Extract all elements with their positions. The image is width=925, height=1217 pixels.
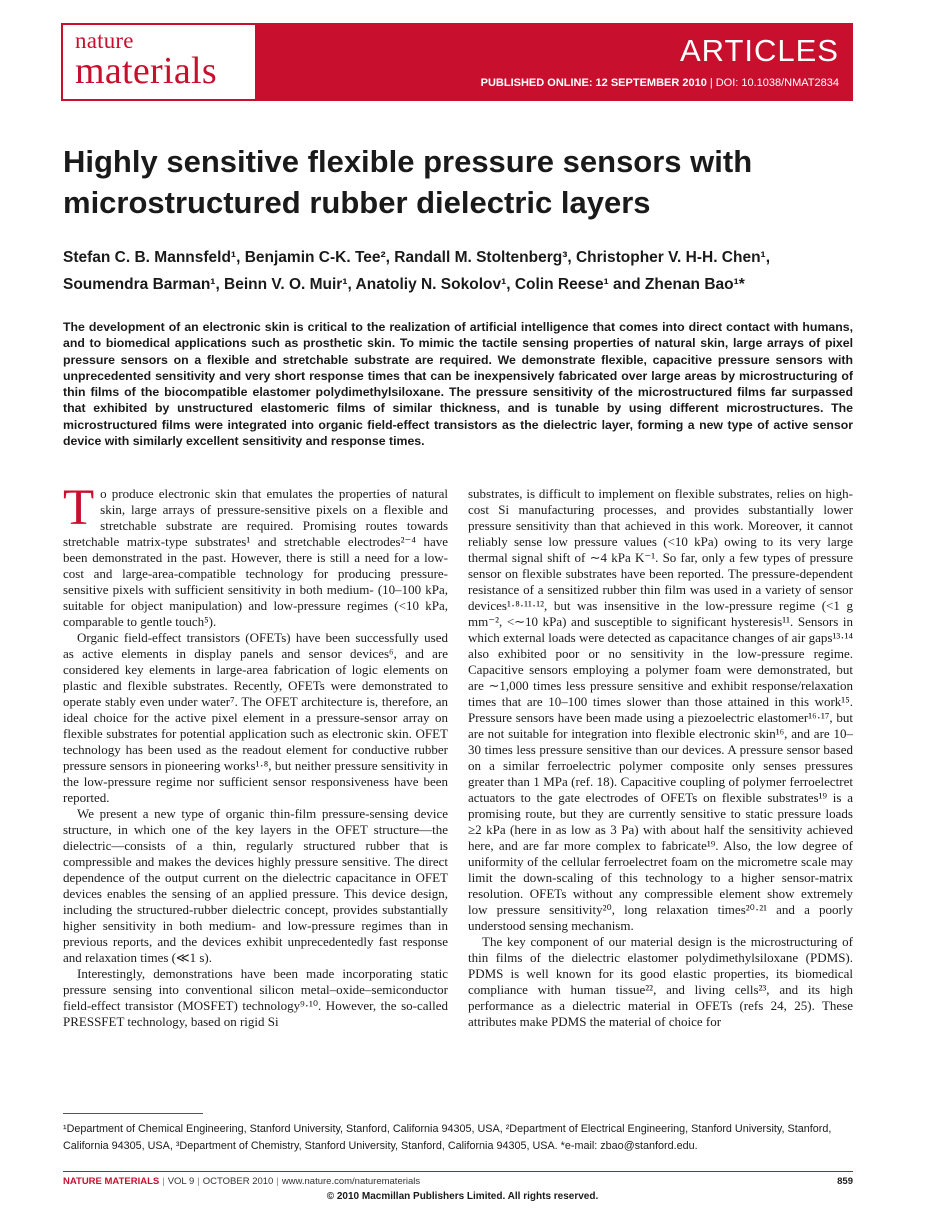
footer-separator: | [197,1176,200,1187]
journal-header-bar [61,23,853,101]
body-paragraph: Interestingly, demonstrations have been made incorporating static pressure sensing into conventional silicon metal–oxide–semiconductor field-effect transistor (MOSFET) technology⁹·¹⁰. However, the so-called PRESSFET technology, based on rigid Si [63,966,448,1029]
footer-volume: VOL 9 [167,1176,195,1187]
footer-journal: NATURE MATERIALS [63,1176,160,1187]
body-paragraph: substrates, is difficult to implement on flexible substrates, relies on high-cost Si manufacturing processes, and provides substantially lower pressure sensitivity than that achieved in this work. Moreover, it cannot reliably sense low pressure values (<10 kPa) owing to its very large thermal signal shift of ∼4 kPa K⁻¹. So far, only a few types of pressure sensor on flexible substrates have been reported. The pressure-dependent resistance of a sensitized rubber thin film was used in a variety of sensor devices¹·⁸·¹¹·¹², but was insensitive in the low-pressure regime (<1 g mm⁻², <∼10 kPa) and susceptible to significant hysteresis¹¹. Sensors in which external loads were detected as capacitance changes of air gaps¹³·¹⁴ also exhibited poor or no sensitivity in the low-pressure regime. Capacitive sensors employing a polymer foam were demonstrated, but are ∼1,000 times less pressure sensitive and exhibit response/relaxation times that are 10–100 times slower than those attained in this work¹⁵. Pressure sensors have been made using a piezoelectric elastomer¹⁶·¹⁷, but are not suitable for integration into flexible electronic skin¹⁶, and are 10–30 times less pressure sensitive than our devices. A pressure sensor based on a similar ferroelectric polymer composite only senses pressures greater than 1 MPa (ref. 18). Capacitive coupling of polymer ferroelectret actuators to the gate electrodes of OFETs on flexible substrates¹⁹ is a promising route, but they are currently sensitive to static pressure loads ≥2 kPa (here in as low as 3 Pa) with about half the sensitivity achieved here, and are far more complex to fabricate¹⁹. Also, the low degree of uniformity of the cellular ferroelectret foam on the micrometre scale may limit the down-scaling of this technology to a higher sensor-matrix resolution. OFETs without any compressible element show extremely low pressure sensitivity²⁰, long relaxation times²⁰·²¹ and a poorly understood sensing mechanism. [468,486,853,933]
doi-link[interactable]: DOI: 10.1038/NMAT2834 [715,77,839,89]
body-paragraph-text: o produce electronic skin that emulates the properties of natural skin, large arrays of pressure-sensitive pixels on a flexible and stretchable substrate are required. Promising routes towards stretchable matrix-type substrates¹ and stretchable electrodes²⁻⁴ have been demonstrated in the past. However, there is still a need for a low-cost and large-area-compatible technology for producing pressure-sensitive pixels with sufficient sensitivity in both medium- (10–100 kPa, suitable for object manipulation) and low-pressure regimes (<10 kPa, comparable to gentle touch⁵). [63,486,448,629]
author-line: Soumendra Barman¹, Beinn V. O. Muir¹, Anatoliy N. Sokolov¹, Colin Reese¹ and Zhenan Bao¹* [63,276,745,293]
section-label: ARTICLES [679,33,839,68]
copyright-notice: © 2010 Macmillan Publishers Limited. All rights reserved. [326,1191,599,1202]
body-column-left [63,486,448,1076]
footer-url-link[interactable]: www.nature.com/naturematerials [281,1176,421,1187]
logo-nature-text: nature [75,28,134,53]
footer-separator: | [276,1176,279,1187]
article-title: Highly sensitive flexible pressure sensors with microstructured rubber dielectric layers [63,144,753,220]
journal-logo[interactable] [61,23,257,101]
body-paragraph: Organic field-effect transistors (OFETs) have been successfully used as active elements in display panels and sensor devices⁶, and are considered key elements in large-area fabrication of logic elements on plastic and flexible substrates. Recently, OFETs were demonstrated to operate stably even under water⁷. The OFET architecture is, therefore, an ideal choice for the active pixel element in a pressure-sensor array on flexible substrates for potential application such as electronic skin. OFET technology has been used as the readout element for conductive rubber pressure sensors in pioneering works¹·⁸, but neither pressure sensitivity in the low-pressure regime nor sufficient sensor responsiveness have been reported. [63,630,448,805]
author-list [63,244,853,298]
published-date: PUBLISHED ONLINE: 12 SEPTEMBER 2010 [480,77,707,89]
header-separator: | [709,77,713,89]
logo-materials-text: materials [75,50,217,92]
footnote-divider [63,1113,203,1114]
affiliations-footnote: ¹Department of Chemical Engineering, Stanford University, Stanford, California 94305, USA, ²Department of Electrical Engineering, Stanford University, Stanford, California 94305, USA, ³Department of Chemistry, Stanford University, Stanford, California 94305, USA. *e-mail: zbao@stanford.edu. [63,1123,832,1152]
drop-cap: T [63,486,95,536]
abstract: The development of an electronic skin is critical to the realization of artificial intelligence that comes into direct contact with humans, and to biomedical applications such as prosthetic skin. To mimic the tactile sensing properties of natural skin, large arrays of pixel pressure sensors on a flexible and stretchable substrate are required. We demonstrate flexible, capacitive pressure sensors with unprecedented sensitivity and very short response times that can be inexpensively fabricated over large areas by microstructuring of thin films of the biocompatible elastomer polydimethylsiloxane. The pressure sensitivity of the microstructured films far surpassed that exhibited by unstructured elastomeric films of similar thickness, and is tunable by using different microstructures. The microstructured films were integrated into organic field-effect transistors as the dielectric layer, forming a new type of active sensor device with similarly excellent sensitivity and response times. [63,320,853,449]
body-paragraph: We present a new type of organic thin-film pressure-sensing device structure, in which one of the key layers in the OFET structure—the dielectric—consists of a thin, regularly structured rubber that is compressible and makes the devices highly pressure sensitive. The direct dependence of the output current on the dielectric capacitance in OFET devices enables the sensing of an applied pressure. This device design, including the structured-rubber dielectric concept, provides substantially higher sensitivity in both medium- and low-pressure regimes than in previous reports, and the devices exhibit unprecedentedly fast response and relaxation times (≪1 s). [63,806,448,965]
footer-month: OCTOBER 2010 [202,1176,274,1187]
publication-info [481,77,839,89]
body-paragraph: The key component of our material design is the microstructuring of thin films of the dielectric elastomer polydimethylsiloxane (PDMS). PDMS is well known for its good elastic properties, its biomedical compliance with human tissue²², and living cells²³, and its high performance as a dielectric material in OFETs (refs 24, 25). These attributes make PDMS the material of choice for [468,934,853,1029]
body-column-right [468,486,853,1076]
footer-divider [63,1171,853,1172]
footer-citation [63,1176,420,1187]
footer-separator: | [162,1176,165,1187]
author-line: Stefan C. B. Mannsfeld¹, Benjamin C-K. Tee², Randall M. Stoltenberg³, Christopher V. H-H. Chen¹, [63,249,771,266]
body-paragraph [63,486,448,630]
page-number: 859 [837,1176,853,1187]
